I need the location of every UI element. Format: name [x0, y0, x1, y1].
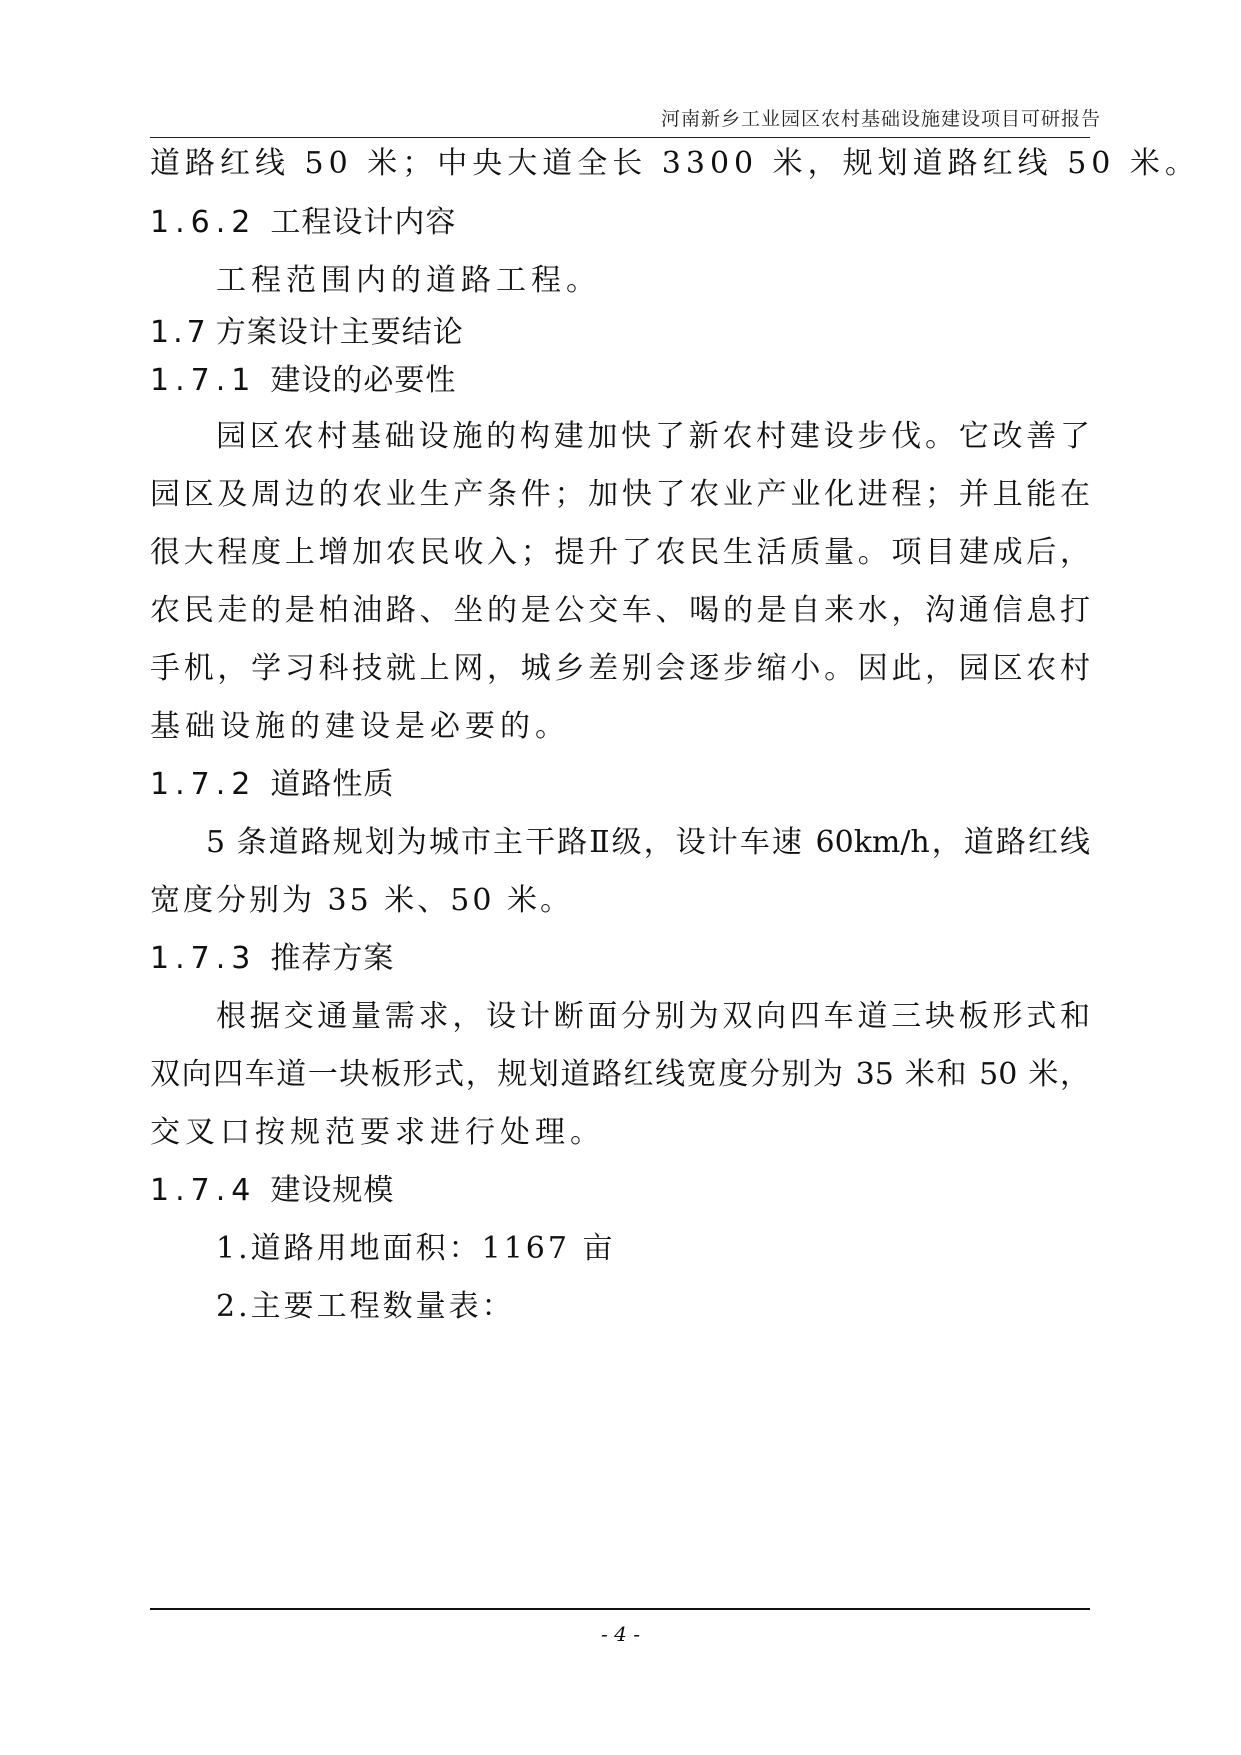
section-number: 1.7.3: [150, 941, 257, 976]
page-number: - 4 -: [601, 1622, 640, 1646]
paragraph-line: 工程范围内的道路工程。: [216, 263, 601, 298]
paragraph-line: 手机，学习科技就上网，城乡差别会逐步缩小。因此，园区农村: [150, 651, 1090, 686]
section-heading-1-7-2: [150, 765, 1090, 805]
paragraph-line: 交叉口按规范要求进行处理。: [150, 1115, 605, 1150]
section-number: 1.6.2: [150, 205, 257, 240]
section-heading-1-7: [150, 313, 1090, 353]
section-number: 1.7.2: [150, 767, 257, 802]
paragraph-line: 宽度分别为 35 米、50 米。: [150, 883, 573, 918]
paragraph-line: 5 条道路规划为城市主干路Ⅱ级，设计车速 60km/h，道路红线: [206, 825, 1090, 860]
section-title: 建设规模: [270, 1173, 395, 1208]
section-heading-1-6-2: [150, 203, 1090, 243]
section-title: 道路性质: [270, 767, 395, 802]
paragraph-line: 很大程度上增加农民收入；提升了农民生活质量。项目建成后，: [150, 535, 1090, 570]
paragraph-line: 根据交通量需求，设计断面分别为双向四车道三块板形式和: [216, 999, 1090, 1034]
list-item: 1.道路用地面积：1167 亩: [216, 1231, 616, 1266]
section-number: 1.7.1: [150, 363, 257, 398]
header-rule: [150, 137, 1090, 138]
paragraph-line: 园区及周边的农业生产条件；加快了农业产业化进程；并且能在: [150, 477, 1090, 512]
section-title: 工程设计内容: [270, 205, 457, 240]
footer-rule: [150, 1608, 1090, 1610]
section-number: 1.7.4: [150, 1173, 257, 1208]
section-heading-1-7-3: [150, 939, 1090, 979]
paragraph-line: 园区农村基础设施的构建加快了新农村建设步伐。它改善了: [216, 419, 1090, 454]
list-item: 2.主要工程数量表：: [216, 1289, 515, 1324]
paragraph-line: 道路红线 50 米；中央大道全长 3300 米，规划道路红线 50 米。: [150, 146, 1200, 181]
running-header: 河南新乡工业园区农村基础设施建设项目可研报告: [660, 108, 1101, 130]
section-title: 推荐方案: [270, 941, 395, 976]
paragraph-line: 双向四车道一块板形式，规划道路红线宽度分别为 35 米和 50 米，: [150, 1057, 1090, 1092]
paragraph-line: 农民走的是柏油路、坐的是公交车、喝的是自来水，沟通信息打: [150, 593, 1090, 628]
section-number: 1.7: [150, 315, 210, 350]
paragraph-line: 基础设施的建设是必要的。: [150, 709, 570, 744]
section-title: 建设的必要性: [270, 363, 457, 398]
section-heading-1-7-1: [150, 361, 1090, 401]
section-heading-1-7-4: [150, 1171, 1090, 1211]
section-title: 方案设计主要结论: [215, 315, 464, 350]
